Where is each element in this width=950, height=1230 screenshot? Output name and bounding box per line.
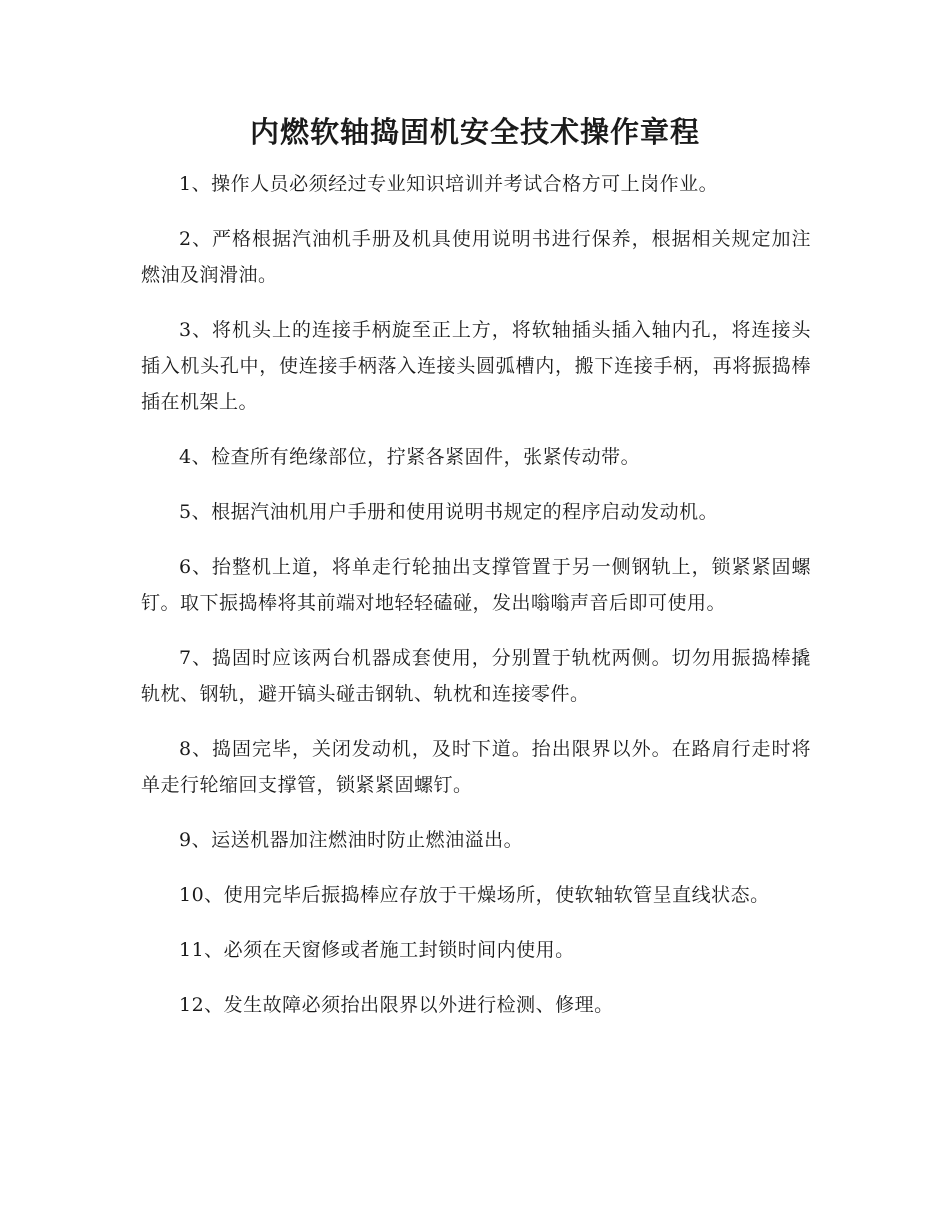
paragraph-12: 12、发生故障必须抬出限界以外进行检测、修理。 (179, 994, 614, 1016)
paragraph-4: 4、检查所有绝缘部位，拧紧各紧固件，张紧传动带。 (179, 446, 641, 468)
paragraph-3: 3、将机头上的连接手柄旋至正上方，将软轴插头插入轴内孔，将连接头插入机头孔中，使连接手柄落入连接头圆弧槽内，搬下连接手柄，再将振捣棒插在机架上。 (141, 319, 811, 413)
document-body (141, 166, 811, 1042)
paragraph-11: 11、必须在天窗修或者施工封锁时间内使用。 (179, 939, 575, 961)
document-title: 内燃软轴捣固机安全技术操作章程 (249, 115, 700, 149)
paragraph-5: 5、根据汽油机用户手册和使用说明书规定的程序启动发动机。 (179, 501, 719, 523)
paragraph-1: 1、操作人员必须经过专业知识培训并考试合格方可上岗作业。 (179, 173, 719, 195)
paragraph-7: 7、捣固时应该两台机器成套使用，分别置于轨枕两侧。切勿用振捣棒撬轨枕、钢轨，避开镐头碰击钢轨、轨枕和连接零件。 (141, 647, 811, 705)
paragraph-6: 6、抬整机上道，将单走行轮抽出支撑管置于另一侧钢轨上，锁紧紧固螺钉。取下振捣棒将其前端对地轻轻磕碰，发出嗡嗡声音后即可使用。 (141, 556, 811, 614)
paragraph-8: 8、捣固完毕，关闭发动机，及时下道。抬出限界以外。在路肩行走时将单走行轮缩回支撑管，锁紧紧固螺钉。 (141, 738, 811, 796)
paragraph-10: 10、使用完毕后振捣棒应存放于干燥场所，使软轴软管呈直线状态。 (179, 884, 770, 906)
paragraph-9: 9、运送机器加注燃油时防止燃油溢出。 (179, 829, 524, 851)
paragraph-2: 2、严格根据汽油机手册及机具使用说明书进行保养，根据相关规定加注燃油及润滑油。 (141, 228, 811, 286)
